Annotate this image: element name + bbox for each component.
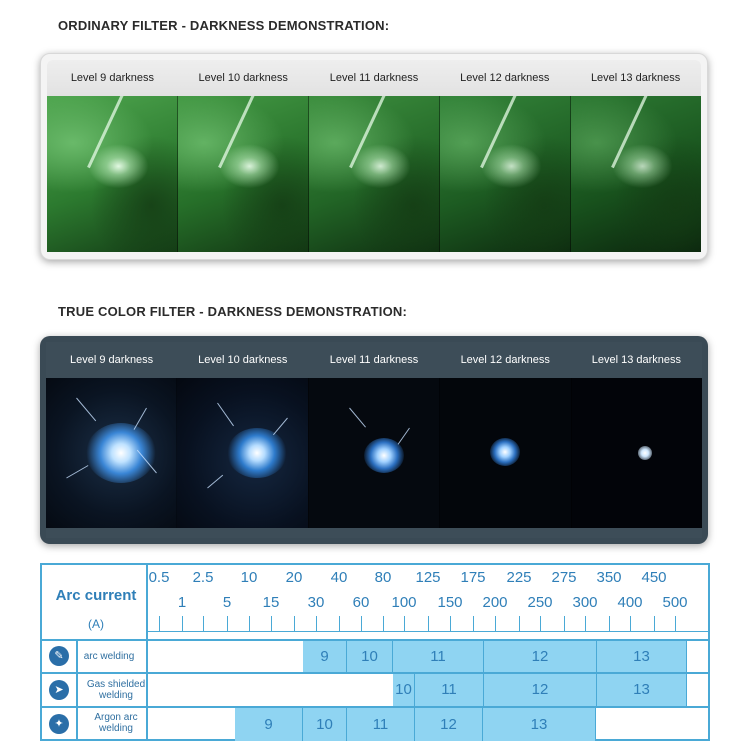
ordinary-level-label: Level 11 darkness <box>329 72 419 84</box>
tick-bottom-label: 60 <box>352 594 370 611</box>
tig-torch-icon: ✦ <box>49 714 69 734</box>
tick-bottom-label: 150 <box>437 594 463 611</box>
ordinary-level-label: Level 13 darkness <box>590 72 681 84</box>
ordinary-filter-title: ORDINARY FILTER - DARKNESS DEMONSTRATION: <box>58 18 390 33</box>
ordinary-level-labels <box>47 60 701 96</box>
row-label-arc-welding: arc welding <box>83 651 135 662</box>
tick-top-label: 175 <box>460 569 486 586</box>
shade-cell: 10 <box>303 708 347 741</box>
truecolor-level-12-image <box>439 378 570 528</box>
truecolor-level-label: Level 9 darkness <box>70 354 154 366</box>
gas-torch-icon: ➤ <box>49 680 69 700</box>
tick-bottom-label: 250 <box>527 594 553 611</box>
truecolor-level-10-image <box>176 378 307 528</box>
shade-cell: 9 <box>235 708 303 741</box>
tick-bottom-label: 5 <box>222 594 232 611</box>
ordinary-level-9-image <box>47 96 177 252</box>
tick-bottom-label: 30 <box>307 594 325 611</box>
shade-cell: 9 <box>303 641 347 672</box>
truecolor-level-labels <box>46 342 702 378</box>
tick-bottom-label: 15 <box>262 594 280 611</box>
shade-selection-table <box>40 563 710 741</box>
shade-cell: 13 <box>597 641 687 672</box>
tick-top-label: 80 <box>374 569 392 586</box>
tick-top-label: 20 <box>285 569 303 586</box>
ordinary-level-label: Level 9 darkness <box>70 72 154 84</box>
shade-cell: 12 <box>484 641 597 672</box>
ordinary-filter-panel <box>40 53 708 260</box>
shade-cell: 11 <box>393 641 484 672</box>
tick-bottom-label: 500 <box>662 594 688 611</box>
tick-top-label: 0.5 <box>148 569 170 586</box>
tick-top-label: 10 <box>240 569 258 586</box>
tick-top-label: 40 <box>330 569 348 586</box>
tick-top-label: 125 <box>415 569 441 586</box>
row-label-argon-arc-welding: Argon arc welding <box>94 712 138 734</box>
ordinary-level-13-image <box>570 96 701 252</box>
panel-footer-bar <box>46 528 702 538</box>
tick-bottom-label: 400 <box>617 594 643 611</box>
arc-current-header: Arc current <box>55 587 137 604</box>
ordinary-level-10-image <box>177 96 308 252</box>
shade-cell: 12 <box>415 708 483 741</box>
truecolor-level-label: Level 10 darkness <box>198 354 288 366</box>
ordinary-level-11-image <box>308 96 439 252</box>
electrode-holder-icon: ✎ <box>49 646 69 666</box>
ordinary-level-label: Level 10 darkness <box>198 72 288 84</box>
truecolor-level-label: Level 11 darkness <box>329 354 419 366</box>
tick-top-label: 350 <box>596 569 622 586</box>
tick-top-label: 225 <box>506 569 532 586</box>
shade-cell: 10 <box>393 674 415 706</box>
shade-cell: 12 <box>484 674 597 706</box>
ordinary-level-12-image <box>439 96 570 252</box>
truecolor-level-13-image <box>571 378 702 528</box>
truecolor-level-9-image <box>46 378 176 528</box>
arc-current-unit: (A) <box>88 617 104 631</box>
truecolor-filter-title: TRUE COLOR FILTER - DARKNESS DEMONSTRATION: <box>58 304 407 319</box>
ordinary-level-label: Level 12 darkness <box>460 72 550 84</box>
shade-cell: 11 <box>415 674 484 706</box>
shade-cell: 11 <box>347 708 415 741</box>
tick-top-label: 2.5 <box>192 569 214 586</box>
tick-bottom-label: 300 <box>572 594 598 611</box>
shade-cell: 10 <box>347 641 393 672</box>
truecolor-level-label: Level 13 darkness <box>591 354 682 366</box>
tick-bottom-label: 200 <box>482 594 508 611</box>
tick-bottom-label: 1 <box>177 594 187 611</box>
truecolor-filter-panel <box>40 336 708 544</box>
tick-top-label: 275 <box>551 569 577 586</box>
tick-bottom-label: 100 <box>391 594 417 611</box>
shade-cell: 13 <box>483 708 596 741</box>
truecolor-level-11-image <box>308 378 439 528</box>
shade-cell: 13 <box>597 674 687 706</box>
row-label-gas-shielded-welding: Gas shielded welding <box>86 679 146 701</box>
truecolor-level-label: Level 12 darkness <box>460 354 550 366</box>
tick-top-label: 450 <box>641 569 667 586</box>
